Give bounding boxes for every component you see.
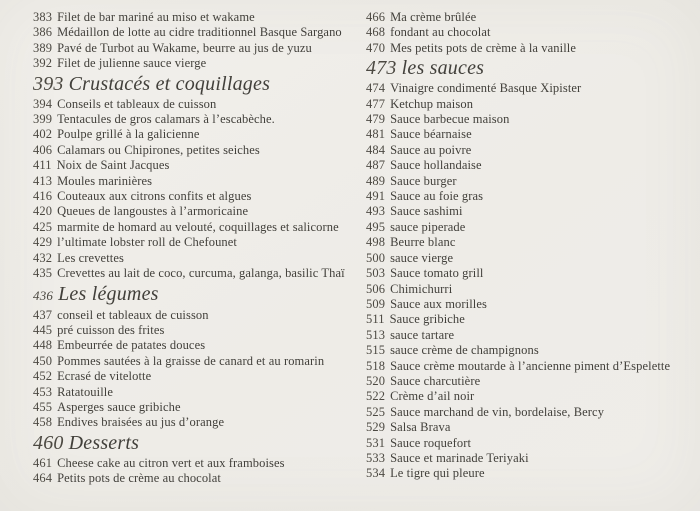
toc-entry [33,189,366,204]
entry-title: fondant au chocolat [390,25,491,40]
entry-title: Filet de bar mariné au miso et wakame [57,10,255,24]
entry-page-number: 481 [366,127,386,142]
entry-page-number: 413 [33,173,53,188]
toc-entry [33,456,366,471]
entry-page-number: 515 [366,343,386,358]
entry-page-number: 511 [366,312,385,327]
section-title: Les légumes [58,282,159,305]
entry-page-number: 484 [366,142,386,157]
entry-title: Médaillon de lotte au cidre traditionnel Basque Sargano [57,25,342,40]
entry-page-number: 520 [366,373,386,388]
toc-entry [33,143,366,158]
entry-page-number: 392 [33,56,53,71]
entry-title: Vinaigre condimenté Basque Xipister [390,81,582,96]
section-title: Crustacés et coquillages [68,72,271,95]
entry-page-number: 393 [33,72,64,95]
toc-entry [33,56,366,71]
entry-title: Sauce au foie gras [390,189,484,204]
toc-entry [33,235,366,250]
toc-entry [366,174,700,189]
entry-page-number: 416 [33,189,53,204]
entry-title: Sauce et marinade Teriyaki [390,450,529,465]
entry-page-number: 394 [33,96,53,111]
entry-page-number: 477 [366,96,386,111]
entry-title: Sauce barbecue maison [390,112,510,127]
entry-title: Couteaux aux citrons confits et algues [57,189,252,204]
entry-page-number: 453 [33,384,53,399]
entry-page-number: 493 [366,204,386,219]
entry-page-number: 386 [33,25,53,40]
toc-entry [366,266,700,281]
entry-title: l’ultimate lobster roll de Chefounet [57,235,238,250]
entry-title: Conseils et tableaux de cuisson [57,96,217,111]
toc-entry [366,81,700,96]
toc-entry [33,369,366,384]
toc-entry [33,354,366,369]
entry-title: sauce vierge [390,250,454,265]
toc-entry [366,436,700,451]
entry-title: Sauce hollandaise [390,158,482,173]
entry-page-number: 518 [366,358,386,373]
entry-title: sauce crème de champignons [390,343,539,358]
entry-title: conseil et tableaux de cuisson [57,307,209,322]
toc-column-right [366,10,700,511]
entry-title: Ecrasé de vitelotte [57,369,152,384]
entry-title: Sauce sashimi [390,204,463,219]
entry-page-number: 420 [33,204,53,219]
entry-page-number: 436 [33,287,54,303]
entry-page-number: 383 [33,10,53,24]
entry-page-number: 458 [33,415,53,430]
entry-title: Ma crème brûlée [390,10,477,24]
entry-title: Sauce charcutière [390,373,481,388]
entry-page-number: 533 [366,450,386,465]
toc-entry [33,204,366,219]
entry-page-number: 509 [366,296,386,311]
entry-title: Pavé de Turbot au Wakame, beurre au jus de yuzu [57,40,312,55]
toc-entry [366,112,700,127]
entry-page-number: 503 [366,266,386,281]
toc-entry [366,420,700,435]
toc-entry [366,25,700,40]
toc-entry [33,385,366,400]
entry-title: Filet de julienne sauce vierge [57,56,207,71]
entry-page-number: 432 [33,250,53,265]
entry-title: Queues de langoustes à l’armoricaine [57,204,249,219]
entry-title: sauce piperade [390,219,466,234]
entry-title: Tentacules de gros calamars à l’escabèche. [57,112,275,127]
entry-page-number: 435 [33,266,53,281]
entry-title: Sauce crème moutarde à l’ancienne piment d’Espelette [390,358,671,373]
toc-entry [366,143,700,158]
entry-title: Embeurrée de patates douces [57,338,206,353]
entry-page-number: 473 [366,57,397,80]
entry-page-number: 448 [33,338,53,353]
entry-title: Chimichurri [390,281,453,296]
toc-entry [366,451,700,466]
entry-page-number: 461 [33,455,53,470]
entry-title: sauce tartare [390,327,455,342]
toc-entry [366,374,700,389]
toc-entry [33,338,366,353]
toc-section-heading [33,431,366,456]
toc-entry [33,112,366,127]
entry-page-number: 389 [33,40,53,55]
entry-page-number: 491 [366,189,386,204]
entry-page-number: 437 [33,307,53,322]
toc-section-heading [366,56,700,81]
toc-entry [33,308,366,323]
toc-entry [366,204,700,219]
entry-title: Les crevettes [57,250,124,265]
entry-page-number: 464 [33,471,53,486]
toc-entry [366,158,700,173]
entry-page-number: 411 [33,158,52,173]
toc-entry [33,174,366,189]
entry-title: Cheese cake au citron vert et aux framboises [57,455,285,470]
entry-title: Sauce tomato grill [390,266,484,281]
entry-page-number: 470 [366,40,386,55]
toc-entry [33,10,366,25]
toc-column-left [33,10,366,511]
toc-entry [366,405,700,420]
toc-entry [366,251,700,266]
section-title: les sauces [401,57,485,80]
entry-title: Sauce béarnaise [390,127,472,142]
entry-page-number: 529 [366,420,386,435]
entry-page-number: 479 [366,112,386,127]
entry-title: Salsa Brava [390,420,451,435]
entry-title: Endives braisées au jus d’orange [57,415,225,430]
entry-page-number: 534 [366,466,386,481]
entry-title: Sauce aux morilles [390,296,487,311]
entry-page-number: 525 [366,404,386,419]
toc-entry [366,359,700,374]
toc-entry [366,343,700,358]
toc-entry [366,312,700,327]
entry-page-number: 425 [33,219,53,234]
entry-page-number: 468 [366,25,386,40]
entry-page-number: 487 [366,158,386,173]
toc-entry [33,415,366,430]
entry-page-number: 498 [366,235,386,250]
toc-entry [366,127,700,142]
toc-entry [366,282,700,297]
entry-title: Pommes sautées à la graisse de canard et au romarin [57,353,325,368]
toc-section-heading [33,72,366,97]
toc-entry [33,25,366,40]
entry-title: Sauce au poivre [390,142,472,157]
toc-entry [33,400,366,415]
toc-entry [366,189,700,204]
toc-entry [33,97,366,112]
entry-title: Asperges sauce gribiche [57,399,181,414]
entry-title: Moules marinières [57,173,153,188]
entry-page-number: 450 [33,353,53,368]
section-title: Desserts [68,431,140,454]
entry-title: Calamars ou Chipirones, petites seiches [57,142,260,157]
entry-title: Ratatouille [57,384,114,399]
entry-page-number: 452 [33,369,53,384]
toc-entry [366,10,700,25]
toc-entry [366,235,700,250]
entry-page-number: 445 [33,322,53,337]
toc-entry [33,127,366,142]
toc-entry [366,97,700,112]
toc-entry [366,389,700,404]
entry-page-number: 406 [33,142,53,157]
toc-entry [33,323,366,338]
entry-title: Crevettes au lait de coco, curcuma, galanga, basilic Thaï [57,266,345,281]
entry-page-number: 466 [366,10,386,24]
entry-page-number: 531 [366,435,386,450]
entry-page-number: 474 [366,81,386,96]
toc-entry [366,328,700,343]
toc-entry [33,251,366,266]
entry-page-number: 522 [366,389,386,404]
entry-page-number: 495 [366,219,386,234]
toc-entry [366,41,700,56]
entry-page-number: 513 [366,327,386,342]
entry-title: Sauce roquefort [390,435,472,450]
entry-title: Poulpe grillé à la galicienne [57,127,200,142]
toc-entry [33,158,366,173]
toc-entry [33,471,366,486]
entry-title: Sauce gribiche [389,312,465,327]
entry-page-number: 500 [366,250,386,265]
entry-title: Le tigre qui pleure [390,466,485,481]
entry-title: Petits pots de crème au chocolat [57,471,221,486]
entry-title: pré cuisson des frites [57,322,165,337]
entry-page-number: 429 [33,235,53,250]
entry-page-number: 399 [33,112,53,127]
entry-title: Mes petits pots de crème à la vanille [390,40,576,55]
entry-title: Sauce burger [390,173,457,188]
entry-page-number: 460 [33,431,64,454]
entry-title: Sauce marchand de vin, bordelaise, Bercy [390,404,605,419]
toc-entry [33,220,366,235]
entry-page-number: 506 [366,281,386,296]
toc-entry [33,41,366,56]
entry-title: Ketchup maison [390,96,474,111]
toc-entry [366,297,700,312]
toc-entry [33,266,366,281]
entry-title: Beurre blanc [390,235,456,250]
entry-title: Crème d’ail noir [390,389,475,404]
entry-title: marmite de homard au velouté, coquillages et salicorne [57,219,339,234]
entry-page-number: 489 [366,173,386,188]
entry-title: Noix de Saint Jacques [56,158,170,173]
entry-page-number: 455 [33,399,53,414]
entry-page-number: 402 [33,127,53,142]
toc-entry [366,466,700,481]
toc-section-heading [33,282,366,308]
toc-entry [366,220,700,235]
